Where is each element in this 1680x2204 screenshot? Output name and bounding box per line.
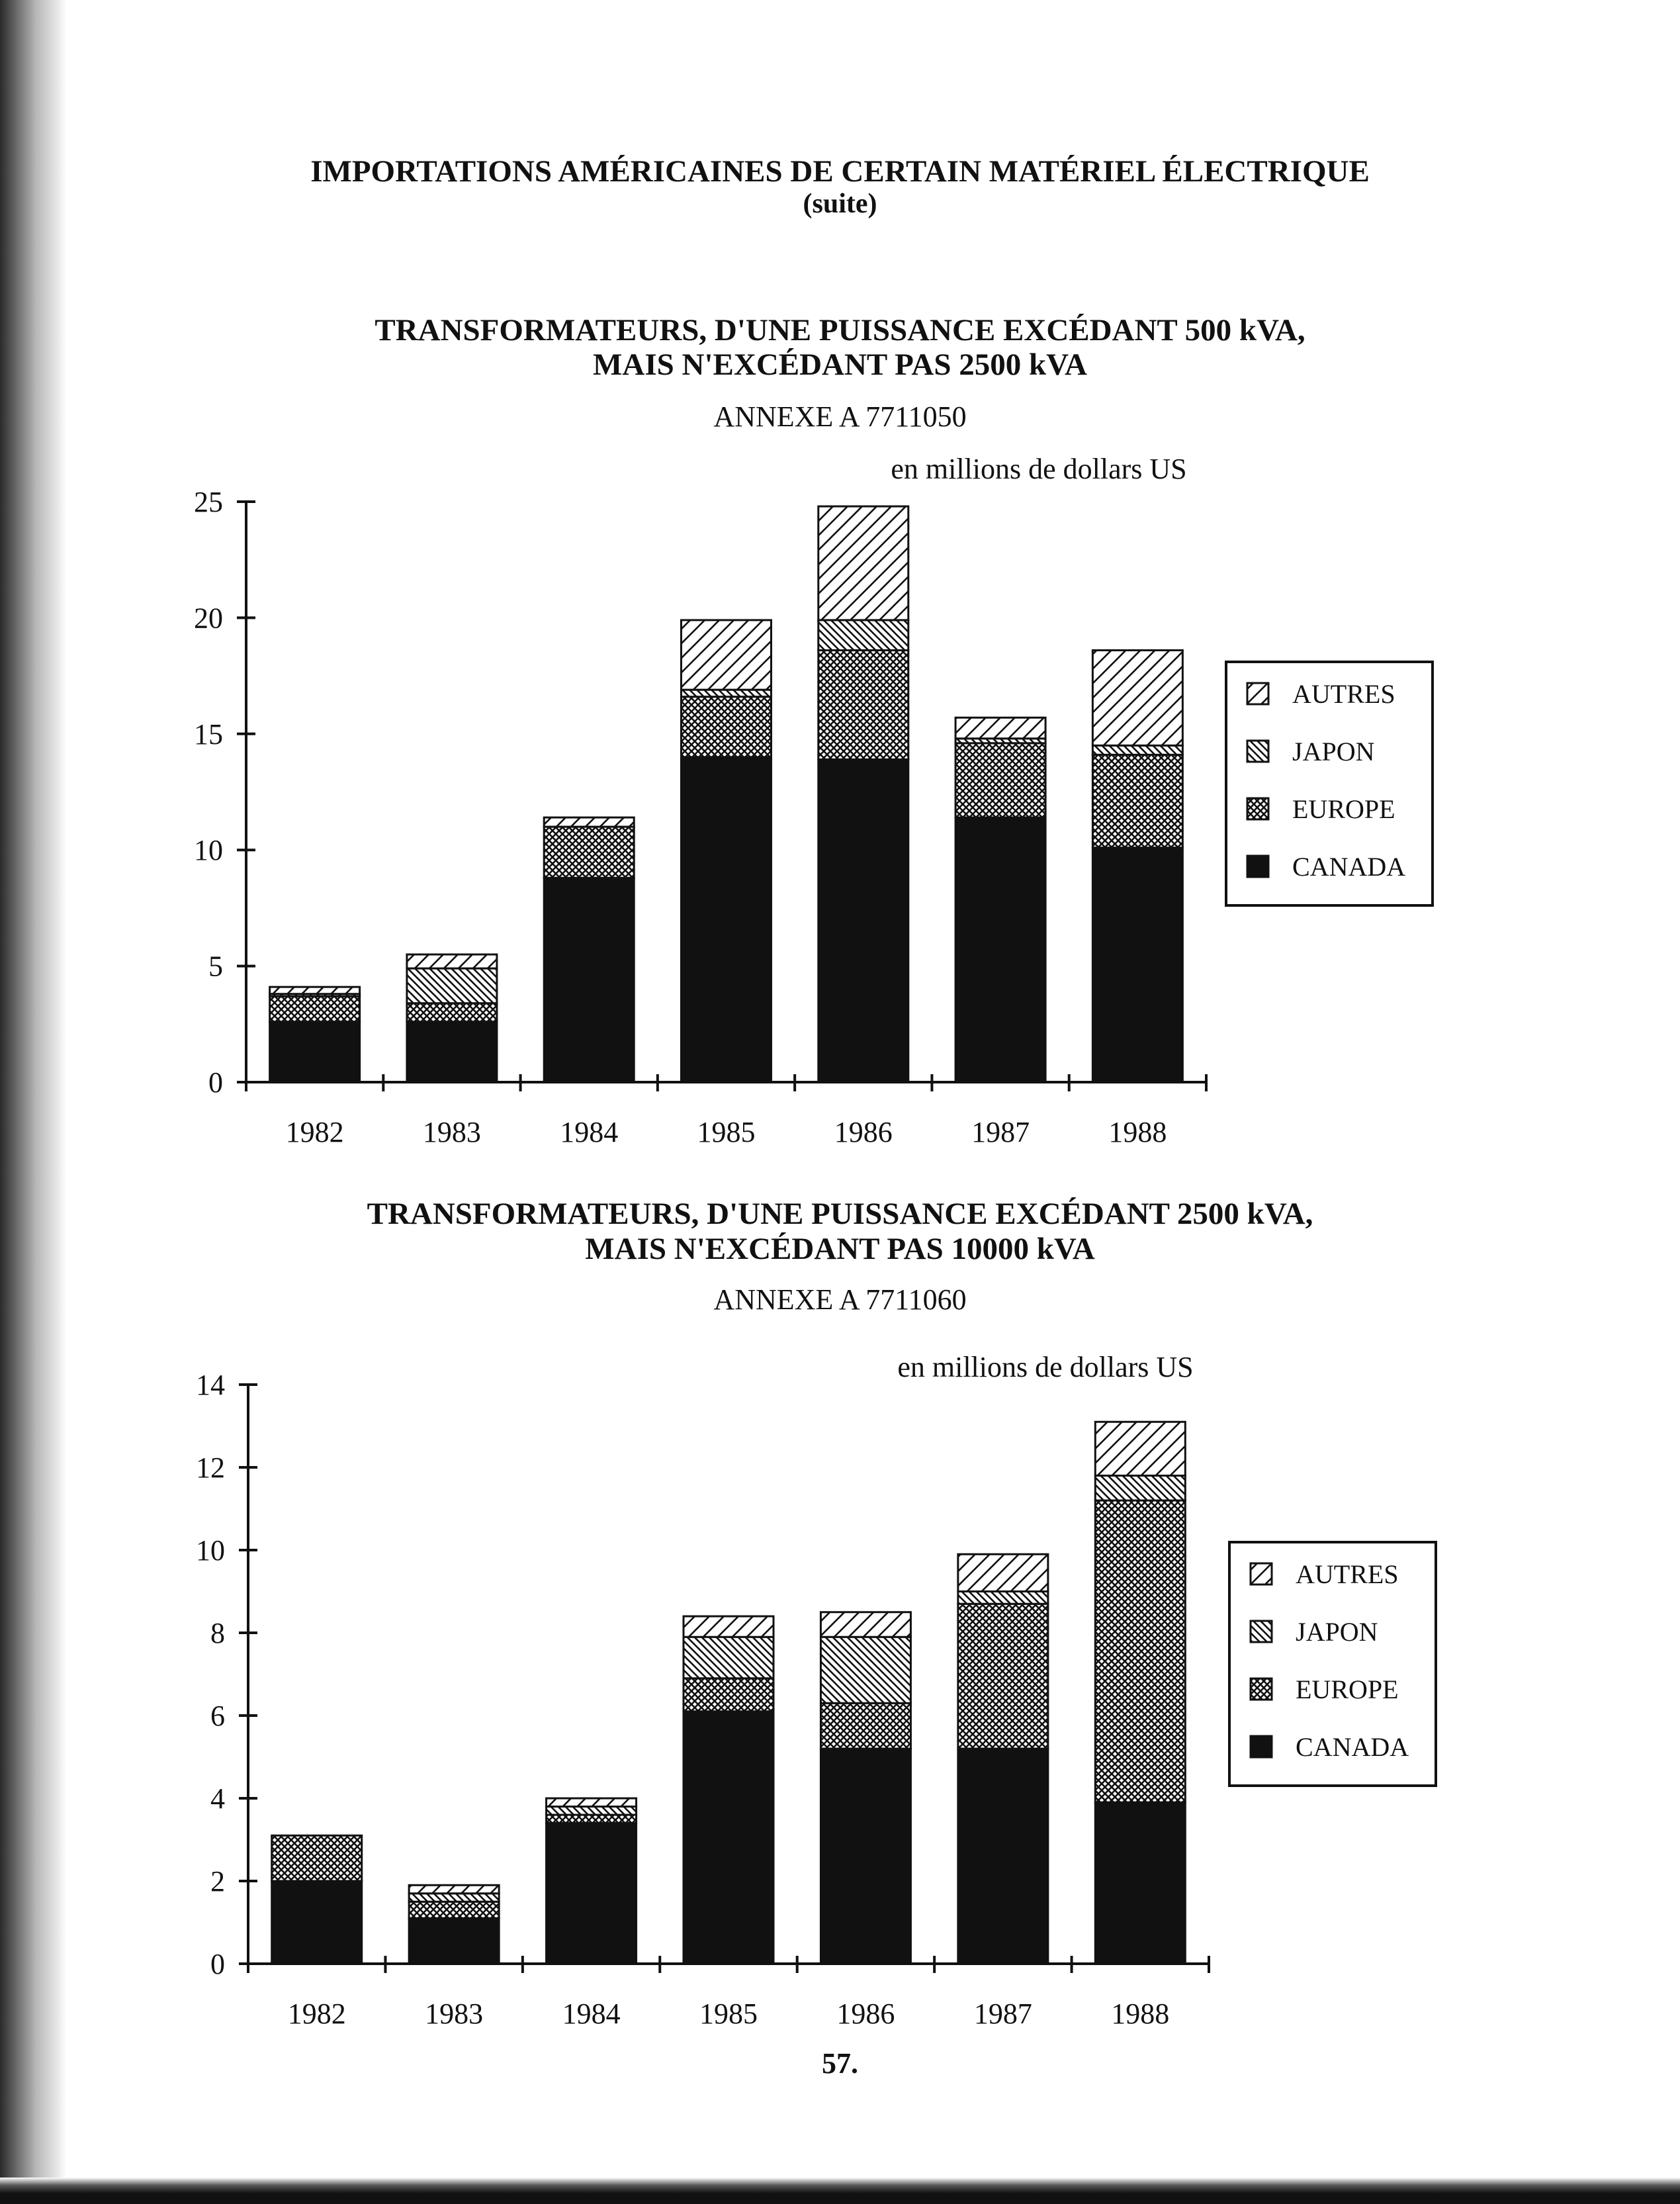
chart2-legend-label-canada: CANADA <box>1296 1732 1409 1762</box>
chart2-y-tick-label: 14 <box>196 1369 225 1401</box>
chart1-bar-autres-1983 <box>407 954 497 968</box>
chart1-bar-japon-1985 <box>682 690 772 697</box>
chart1-bar-europe-1982 <box>270 996 360 1022</box>
chart1-legend-swatch-autres <box>1247 683 1268 704</box>
chart2-bar-japon-1986 <box>820 1637 910 1703</box>
chart2-y-tick-label: 12 <box>196 1451 225 1484</box>
chart2-bar-canada-1985 <box>684 1712 774 1964</box>
chart2-x-tick-label: 1984 <box>562 1997 621 2030</box>
chart1-bar-autres-1984 <box>544 817 634 827</box>
chart1-x-tick-label: 1982 <box>285 1116 344 1148</box>
chart2-bar-europe-1983 <box>409 1902 499 1918</box>
page-number: 57. <box>822 2047 858 2080</box>
chart2-bar-autres-1983 <box>409 1885 499 1894</box>
chart1-title-line1: TRANSFORMATEURS, D'UNE PUISSANCE EXCÉDANT 500 kVA, <box>375 313 1305 347</box>
chart1-bar-europe-1985 <box>682 697 772 757</box>
chart2-bar-canada-1987 <box>958 1749 1048 1964</box>
chart2-bar-europe-1986 <box>820 1703 910 1749</box>
chart2-bar-canada-1983 <box>409 1918 499 1964</box>
chart2-x-tick-label: 1988 <box>1111 1997 1170 2030</box>
chart1-unit-label: en millions de dollars US <box>891 453 1187 485</box>
chart2-bar-europe-1987 <box>958 1604 1048 1749</box>
chart1-legend-label-canada: CANADA <box>1292 852 1406 882</box>
chart1-bar-autres-1988 <box>1092 651 1182 746</box>
chart2-bar-japon-1984 <box>547 1807 637 1815</box>
chart2-x-tick-label: 1985 <box>699 1997 758 2030</box>
chart1-y-tick-label: 0 <box>208 1066 223 1099</box>
chart1-bar-europe-1984 <box>544 827 634 878</box>
chart1-title-line2: MAIS N'EXCÉDANT PAS 2500 kVA <box>593 347 1087 382</box>
chart2-bar-europe-1985 <box>684 1678 774 1712</box>
chart2-bar-europe-1988 <box>1095 1500 1185 1802</box>
chart1-bar-canada-1986 <box>818 759 908 1082</box>
chart2-bar-canada-1986 <box>820 1749 910 1964</box>
chart1-legend-swatch-japon <box>1247 741 1268 762</box>
chart1-x-tick-label: 1985 <box>697 1116 756 1148</box>
chart1-bar-canada-1987 <box>955 817 1045 1082</box>
chart2-unit-label: en millions de dollars US <box>897 1351 1194 1383</box>
page-subtitle: (suite) <box>803 189 877 219</box>
chart2-y-tick-label: 4 <box>210 1782 225 1815</box>
chart1-y-tick-label: 5 <box>208 950 223 983</box>
chart2-annex: ANNEXE A 7711060 <box>713 1283 967 1316</box>
chart2-bar-autres-1984 <box>547 1798 637 1807</box>
chart2-bar-europe-1984 <box>547 1815 637 1823</box>
chart1-bar-canada-1988 <box>1092 848 1182 1082</box>
chart2-legend-label-japon: JAPON <box>1296 1617 1378 1647</box>
chart1-bar-japon-1988 <box>1092 745 1182 755</box>
chart1-x-tick-label: 1983 <box>422 1116 481 1148</box>
chart2-bar-japon-1983 <box>409 1894 499 1902</box>
chart2-title-line1: TRANSFORMATEURS, D'UNE PUISSANCE EXCÉDANT 2500 kVA, <box>367 1197 1313 1231</box>
chart1-legend-swatch-canada <box>1247 856 1268 877</box>
chart2-x-tick-label: 1986 <box>836 1997 895 2030</box>
chart2-y-tick-label: 6 <box>210 1700 225 1732</box>
chart1-y-tick-label: 25 <box>194 486 223 518</box>
chart2-bar-japon-1987 <box>958 1592 1048 1604</box>
chart2-legend-swatch-autres <box>1251 1563 1272 1584</box>
chart1-y-tick-label: 20 <box>194 602 223 635</box>
chart1-x-tick-label: 1984 <box>560 1116 619 1148</box>
chart1-bar-japon-1986 <box>818 620 908 651</box>
chart1-annex: ANNEXE A 7711050 <box>713 400 967 433</box>
chart2-bar-autres-1986 <box>820 1612 910 1637</box>
chart2-bar-autres-1985 <box>684 1616 774 1637</box>
chart1-bar-europe-1983 <box>407 1003 497 1022</box>
chart2-legend-swatch-japon <box>1251 1621 1272 1642</box>
chart1-bar-canada-1983 <box>407 1022 497 1082</box>
chart1-legend-label-autres: AUTRES <box>1292 679 1395 709</box>
chart1-bar-autres-1982 <box>270 987 360 994</box>
chart2-bar-japon-1988 <box>1095 1476 1185 1501</box>
chart1-bar-europe-1988 <box>1092 755 1182 847</box>
chart1-bar-canada-1985 <box>682 757 772 1082</box>
chart1-y-tick-label: 10 <box>194 834 223 867</box>
chart1-legend-label-japon: JAPON <box>1292 737 1375 766</box>
chart2-y-tick-label: 0 <box>210 1948 225 1980</box>
chart1-legend-label-europe: EUROPE <box>1292 794 1395 824</box>
chart1-x-tick-label: 1988 <box>1108 1116 1167 1148</box>
chart2-legend-label-europe: EUROPE <box>1296 1675 1399 1704</box>
chart2-bar-japon-1985 <box>684 1637 774 1678</box>
chart1-legend-swatch-europe <box>1247 798 1268 819</box>
chart1-x-tick-label: 1987 <box>971 1116 1030 1148</box>
chart2-legend-swatch-europe <box>1251 1678 1272 1700</box>
page-title: IMPORTATIONS AMÉRICAINES DE CERTAIN MATÉRIEL ÉLECTRIQUE <box>310 154 1370 189</box>
scan-bottom-edge <box>0 2178 1680 2204</box>
chart2-x-tick-label: 1982 <box>287 1997 346 2030</box>
chart2-y-tick-label: 10 <box>196 1534 225 1567</box>
chart2-stacked-bar-chart <box>0 1350 1680 2039</box>
chart1-bar-canada-1982 <box>270 1022 360 1082</box>
chart1-stacked-bar-chart <box>0 437 1680 1165</box>
chart2-bar-canada-1982 <box>272 1881 362 1964</box>
chart2-legend-label-autres: AUTRES <box>1296 1559 1399 1589</box>
chart2-bar-autres-1987 <box>958 1554 1048 1591</box>
chart2-bar-canada-1988 <box>1095 1802 1185 1964</box>
chart1-bar-autres-1987 <box>955 717 1045 739</box>
chart1-y-tick-label: 15 <box>194 717 223 751</box>
chart1-bar-europe-1987 <box>955 743 1045 817</box>
chart2-legend-swatch-canada <box>1251 1736 1272 1757</box>
chart1-bar-europe-1986 <box>818 651 908 760</box>
chart2-bar-autres-1988 <box>1095 1422 1185 1475</box>
chart1-bar-japon-1983 <box>407 968 497 1003</box>
chart2-bar-europe-1982 <box>272 1835 362 1881</box>
chart2-y-tick-label: 8 <box>210 1617 225 1649</box>
chart2-y-tick-label: 2 <box>210 1865 225 1898</box>
chart2-bar-canada-1984 <box>547 1823 637 1964</box>
chart1-bar-canada-1984 <box>544 878 634 1082</box>
chart1-x-tick-label: 1986 <box>834 1116 893 1148</box>
chart2-x-tick-label: 1987 <box>973 1997 1032 2030</box>
chart2-x-tick-label: 1983 <box>425 1997 484 2030</box>
chart2-title-line2: MAIS N'EXCÉDANT PAS 10000 kVA <box>585 1232 1095 1266</box>
chart1-bar-autres-1985 <box>682 620 772 690</box>
chart1-bar-autres-1986 <box>818 506 908 620</box>
